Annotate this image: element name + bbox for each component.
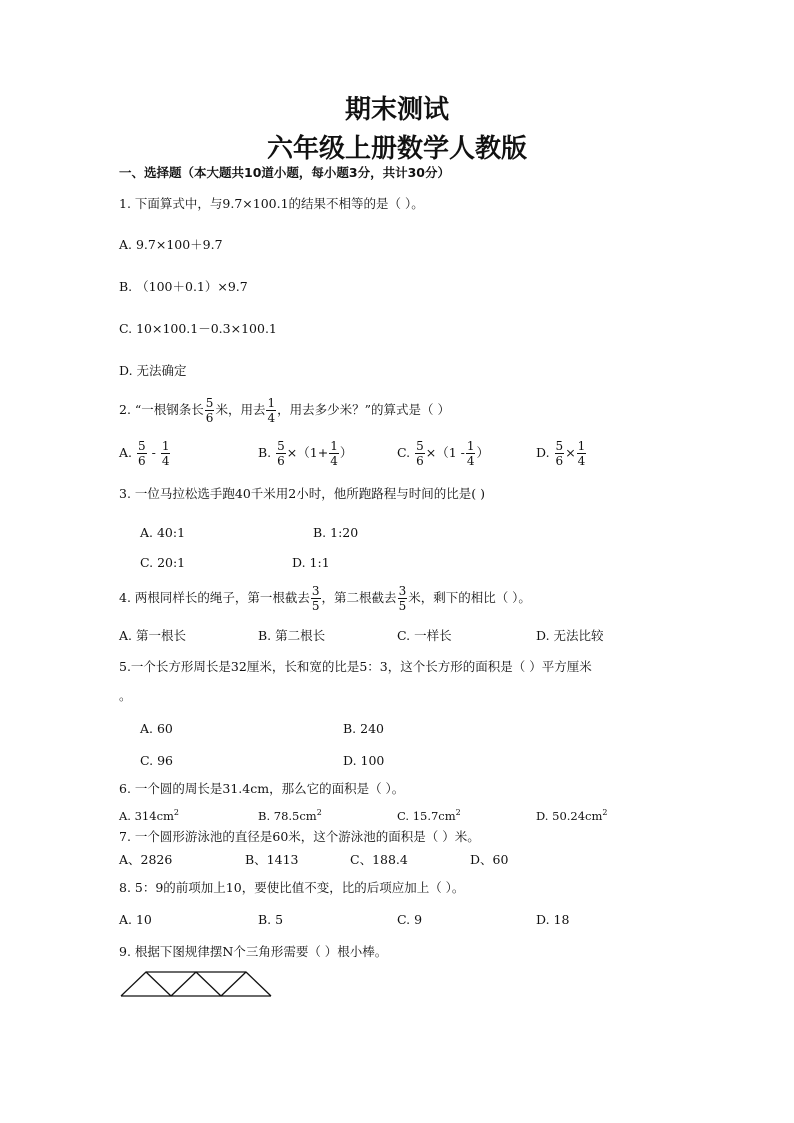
numerator: 5 — [138, 439, 146, 453]
option-text: A. 314cm — [119, 808, 174, 823]
numerator: 1 — [161, 439, 170, 453]
question-8-option-b: B. 5 — [258, 912, 284, 927]
question-1-option-d: D. 无法确定 — [119, 363, 187, 378]
q4-stem-pre: 4. 两根同样长的绳子，第一根截去 — [119, 590, 310, 606]
operator: × — [565, 445, 576, 461]
question-1-option-c: C. 10×100.1－0.3×100.1 — [119, 321, 277, 336]
option-text: D. 50.24cm — [536, 808, 603, 823]
page-title: 期末测试 — [344, 95, 449, 125]
option-text: C. 15.7cm — [397, 808, 456, 823]
question-4-option-d: D. 无法比较 — [536, 628, 604, 643]
denominator: 4 — [577, 454, 586, 468]
fraction-1-4 — [466, 440, 476, 467]
question-4-option-a: A. 第一根长 — [119, 628, 186, 643]
q2-stem-post: ，用去多少米？”的算式是（ ） — [277, 402, 450, 418]
question-7-option-a: A、2826 — [119, 852, 173, 867]
q4-stem-post: 米，剩下的相比（ ）。 — [408, 590, 531, 606]
q4-stem-mid: ，第二根截去 — [321, 590, 397, 606]
page-subtitle: 六年级上册数学人教版 — [266, 134, 527, 164]
question-1-option-a: A. 9.7×100＋9.7 — [119, 237, 223, 252]
denominator: 5 — [398, 599, 407, 613]
numerator: 5 — [277, 439, 285, 453]
question-7-option-b: B、1413 — [245, 852, 299, 867]
fraction-5-6 — [415, 440, 425, 467]
question-8-option-a: A. 10 — [119, 912, 152, 927]
numerator: 3 — [398, 584, 407, 598]
question-3-option-d: D. 1:1 — [292, 555, 330, 570]
question-2-stem — [119, 397, 450, 424]
superscript: 2 — [455, 808, 461, 817]
paren-close: ） — [339, 445, 353, 461]
q2-stem-mid: 米，用去 — [215, 402, 266, 418]
question-4-option-c: C. 一样长 — [397, 628, 452, 643]
question-3-option-b: B. 1:20 — [313, 525, 359, 540]
option-label: C. — [397, 445, 411, 461]
question-2-option-c — [397, 440, 489, 467]
question-6-option-b — [258, 809, 322, 822]
question-7-stem: 7. 一个圆形游泳池的直径是60米，这个游泳池的面积是（ ）米。 — [119, 829, 480, 844]
fraction-1-4 — [577, 440, 587, 467]
section-heading: 一、选择题（本大题共10道小题，每小题3分，共计30分） — [119, 165, 450, 180]
fraction-3-5 — [311, 585, 321, 612]
numerator: 1 — [577, 439, 586, 453]
operator: ×（1 - — [425, 445, 465, 461]
q2-stem-pre: 2. “一根钢条长 — [119, 402, 204, 418]
question-5-stem: 5.一个长方形周长是32厘米，长和宽的比是5：3，这个长方形的面积是（ ）平方厘米 — [119, 659, 592, 674]
numerator: 1 — [466, 439, 475, 453]
denominator: 6 — [416, 454, 424, 468]
denominator: 6 — [555, 454, 564, 468]
question-6-stem: 6. 一个圆的周长是31.4cm，那么它的面积是（ ）。 — [119, 781, 405, 796]
numerator: 1 — [330, 439, 338, 453]
question-2-option-d — [536, 440, 587, 467]
question-9-stem: 9. 根据下图规律摆N个三角形需要（ ）根小棒。 — [119, 944, 388, 959]
question-5-stem-tail: 。 — [119, 688, 132, 703]
question-6-option-a — [119, 809, 179, 822]
numerator: 1 — [267, 396, 276, 410]
question-7-option-d: D、60 — [470, 852, 509, 867]
fraction-5-6 — [137, 440, 147, 467]
superscript: 2 — [173, 808, 180, 817]
question-5-option-b: B. 240 — [343, 721, 384, 736]
fraction-1-4 — [329, 440, 339, 467]
denominator: 5 — [311, 599, 320, 613]
question-2-option-a — [119, 440, 171, 467]
triangle-sticks-figure — [118, 970, 274, 998]
numerator: 3 — [311, 584, 320, 598]
fraction-5-6 — [205, 397, 215, 424]
option-label: D. — [536, 445, 550, 461]
numerator: 5 — [205, 396, 214, 410]
denominator: 6 — [205, 411, 214, 425]
denominator: 4 — [466, 454, 475, 468]
option-label: B. — [258, 445, 272, 461]
zigzag-sticks — [121, 972, 271, 996]
question-3-option-c: C. 20:1 — [140, 555, 186, 570]
operator: ×（1+ — [286, 445, 329, 461]
fraction-5-6 — [276, 440, 286, 467]
question-6-option-c — [397, 809, 461, 822]
question-3-stem: 3. 一位马拉松选手跑40千米用2小时，他所跑路程与时间的比是( ) — [119, 486, 485, 501]
fraction-3-5 — [398, 585, 408, 612]
fraction-1-4 — [266, 397, 276, 424]
denominator: 4 — [330, 454, 338, 468]
option-text: B. 78.5cm — [258, 808, 317, 823]
numerator: 5 — [555, 439, 564, 453]
question-4-stem — [119, 585, 531, 612]
denominator: 4 — [161, 454, 170, 468]
question-2-option-b — [258, 440, 352, 467]
denominator: 6 — [138, 454, 146, 468]
fraction-5-6 — [555, 440, 565, 467]
question-7-option-c: C、188.4 — [350, 852, 408, 867]
superscript: 2 — [602, 808, 608, 817]
question-5-option-c: C. 96 — [140, 753, 173, 768]
numerator: 5 — [416, 439, 424, 453]
option-label: A. — [119, 445, 133, 461]
question-6-option-d — [536, 809, 607, 822]
paren-close: ） — [476, 445, 489, 461]
question-3-option-a: A. 40:1 — [140, 525, 186, 540]
fraction-1-4 — [161, 440, 171, 467]
question-5-option-d: D. 100 — [343, 753, 385, 768]
question-1-stem: 1. 下面算式中，与9.7×100.1的结果不相等的是（ ）。 — [119, 196, 424, 211]
question-8-option-c: C. 9 — [397, 912, 423, 927]
denominator: 6 — [277, 454, 285, 468]
operator: - — [151, 445, 156, 461]
superscript: 2 — [316, 808, 322, 817]
question-8-stem: 8. 5：9的前项加上10，要使比值不变，比的后项应加上（ ）。 — [119, 880, 465, 895]
denominator: 4 — [267, 411, 276, 425]
question-4-option-b: B. 第二根长 — [258, 628, 326, 643]
question-8-option-d: D. 18 — [536, 912, 570, 927]
question-5-option-a: A. 60 — [140, 721, 173, 736]
question-1-option-b: B. （100＋0.1）×9.7 — [119, 279, 248, 294]
